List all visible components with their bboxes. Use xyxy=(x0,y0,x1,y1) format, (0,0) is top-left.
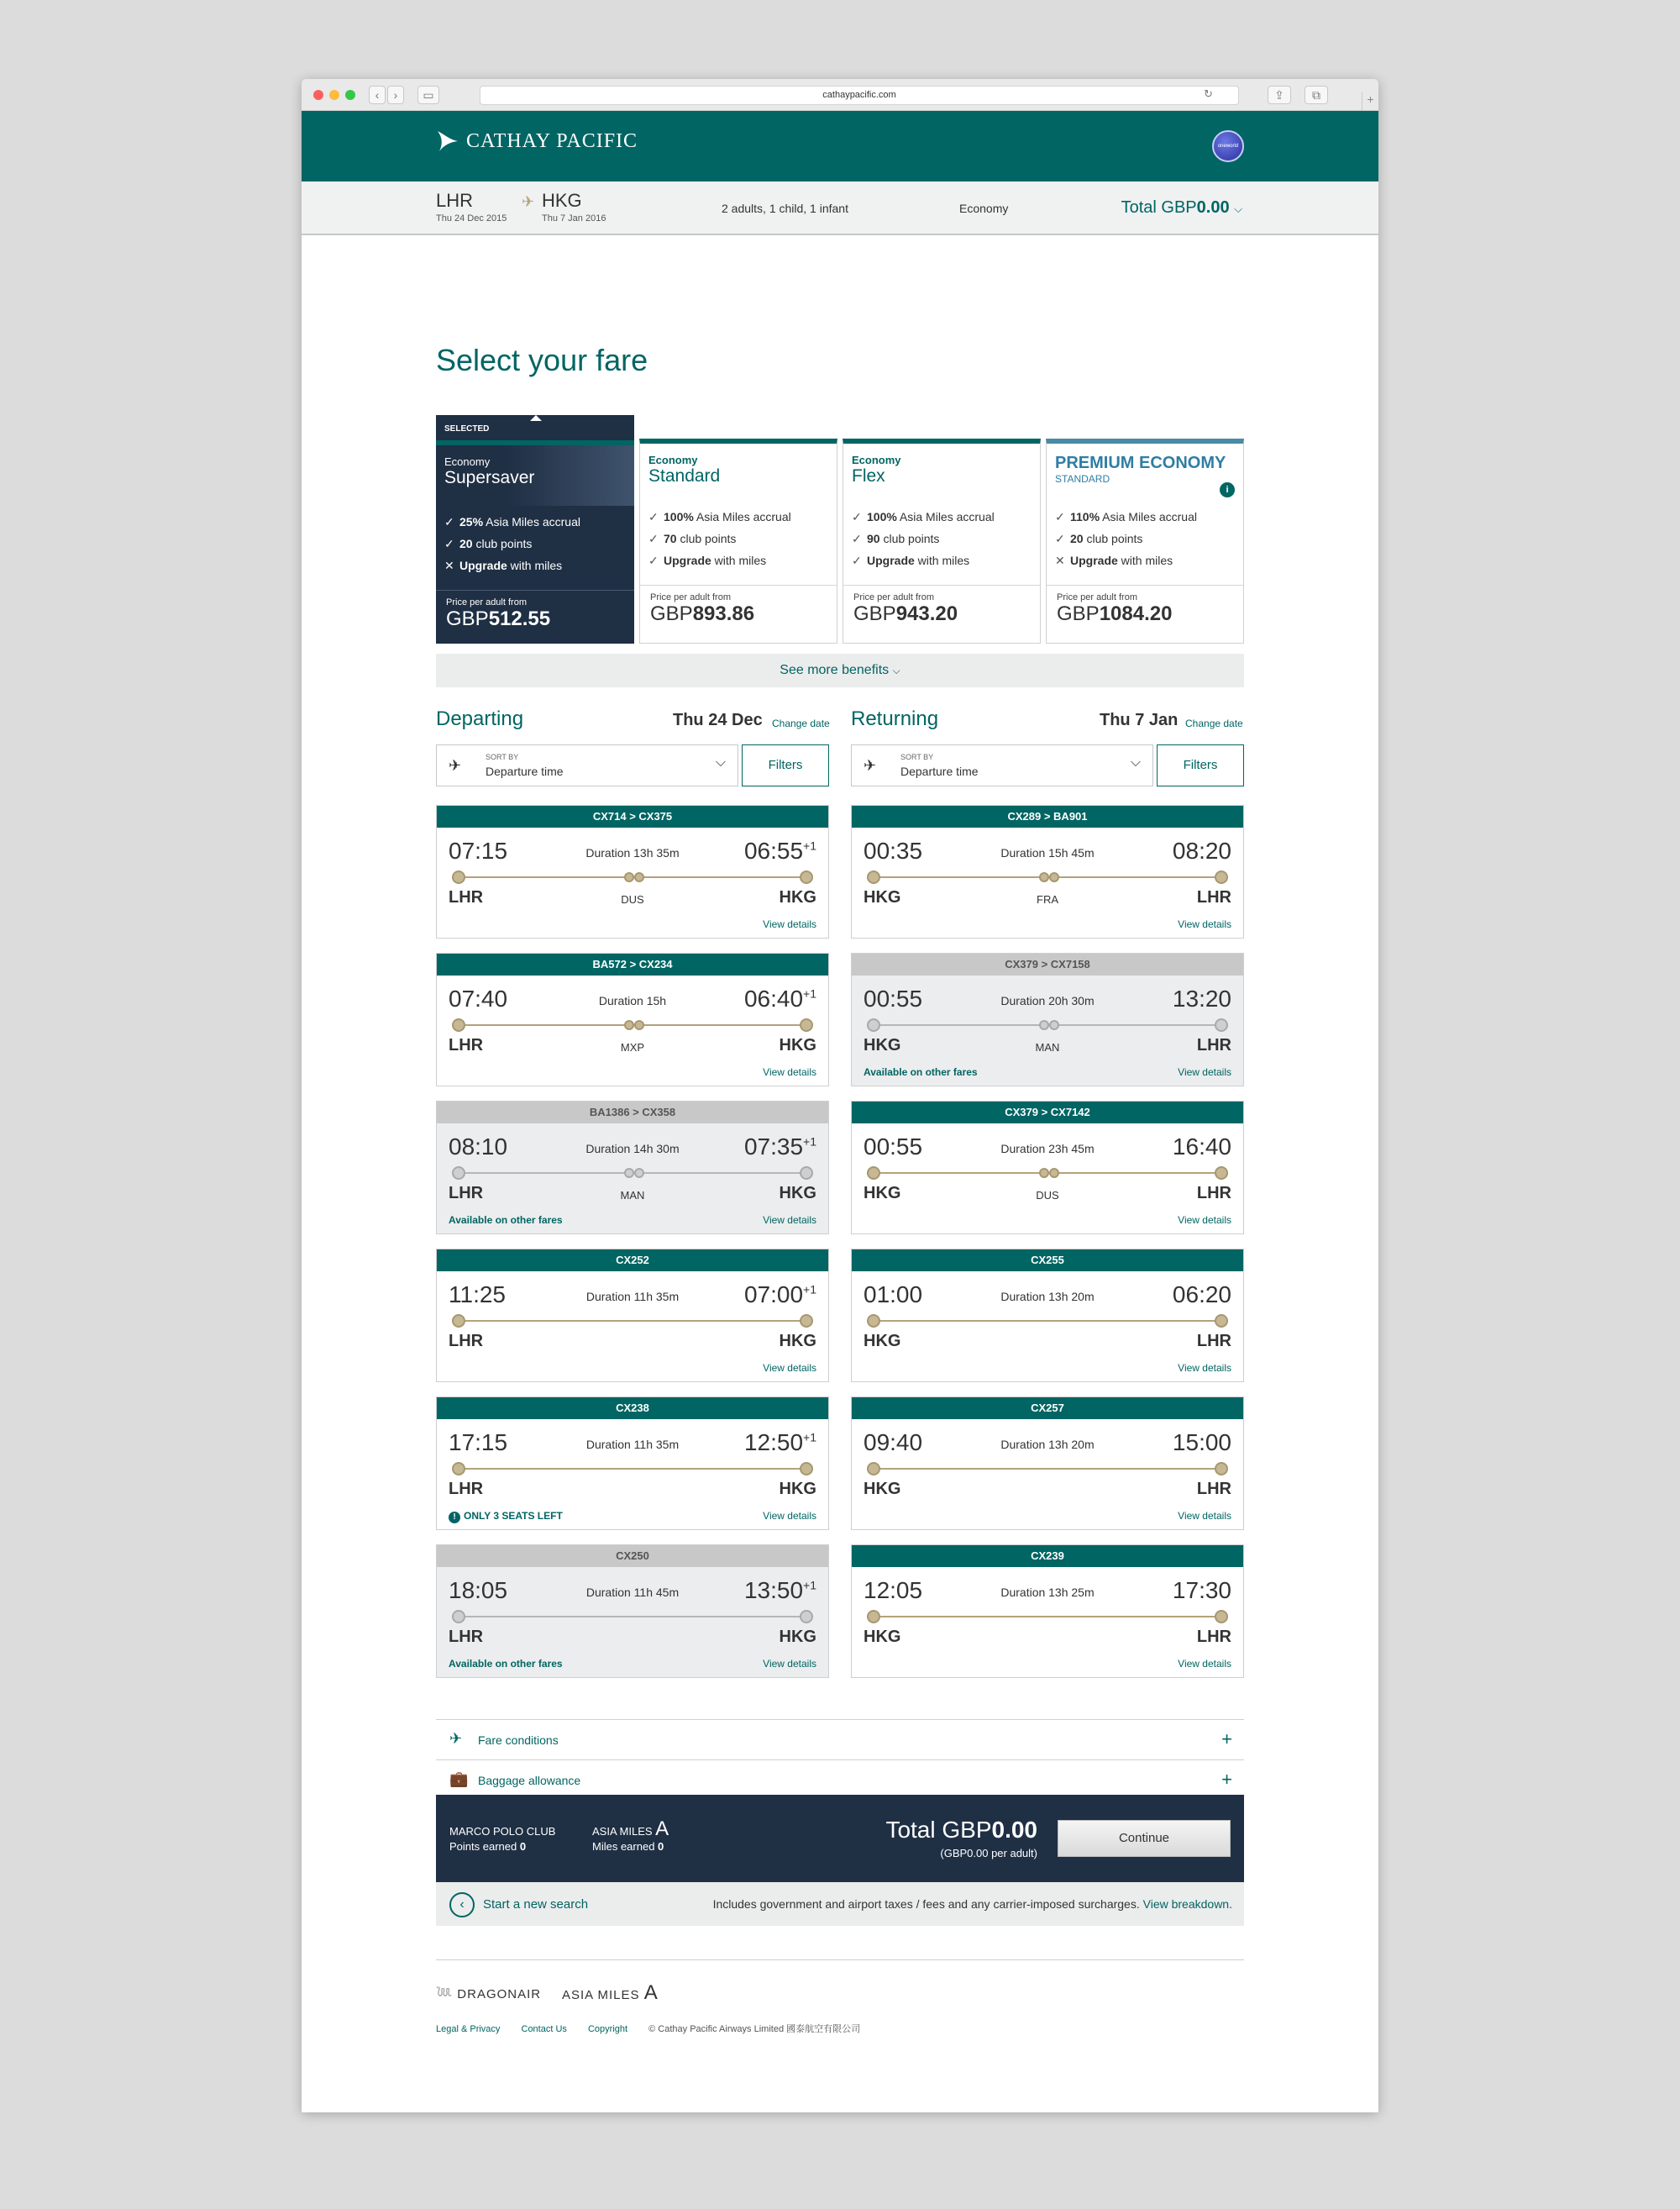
check-icon: ✓ xyxy=(648,532,659,545)
baggage-icon: 💼 xyxy=(449,1770,469,1787)
view-details-link[interactable]: View details xyxy=(1178,1658,1231,1670)
destination-airport: LHR xyxy=(1196,1628,1231,1646)
destination-airport: HKG xyxy=(779,1628,816,1646)
origin-airport: LHR xyxy=(449,1628,484,1646)
origin-node xyxy=(867,1314,880,1328)
view-details-link[interactable]: View details xyxy=(1178,1510,1231,1522)
per-adult-total: (GBP0.00 per adult) xyxy=(940,1847,1037,1859)
view-details-link[interactable]: View details xyxy=(1178,918,1231,930)
flight-number: CX239 xyxy=(852,1545,1243,1567)
benefit-item: ✓ 100% Asia Miles accrual xyxy=(852,506,1032,528)
cross-icon: ✕ xyxy=(1055,554,1065,567)
arrival-time: $06:55^{+1}$ xyxy=(743,838,816,864)
flight-duration: Duration 14h 30m xyxy=(585,1142,680,1155)
stop-node xyxy=(634,872,644,882)
stop-node xyxy=(624,872,634,882)
destination-airport: LHR xyxy=(1196,888,1231,907)
check-icon: ✓ xyxy=(852,554,862,567)
departure-time: 11:25 xyxy=(449,1281,506,1307)
forward-icon[interactable]: › xyxy=(387,86,404,104)
destination-airport: LHR xyxy=(1196,1036,1231,1055)
flight-duration: Duration 11h 45m xyxy=(585,1586,680,1599)
departing-date: Thu 24 Dec xyxy=(673,711,763,729)
stop-node xyxy=(1049,872,1059,882)
asia-miles-logo[interactable]: ASIA MILES A xyxy=(562,1981,659,2004)
flight-duration: Duration 20h 30m xyxy=(1000,994,1095,1007)
chevron-down-icon: ⌵ xyxy=(715,755,726,770)
view-details-link[interactable]: View details xyxy=(763,1214,816,1226)
address-bar[interactable]: cathaypacific.com xyxy=(480,86,1239,105)
continue-button[interactable]: Continue xyxy=(1058,1820,1231,1857)
arrival-time: 06:20 xyxy=(1172,1281,1231,1307)
departing-flight-card[interactable] xyxy=(436,805,829,939)
fare-cabin: Economy xyxy=(648,454,698,466)
origin-date: Thu 24 Dec 2015 xyxy=(436,213,507,224)
check-icon: ✓ xyxy=(1055,532,1065,545)
origin-airport: LHR xyxy=(449,1480,484,1498)
fare-benefits xyxy=(843,501,1040,585)
check-icon: ✓ xyxy=(648,510,659,523)
fare-name: Standard xyxy=(648,466,721,486)
flight-number: CX252 xyxy=(437,1249,828,1271)
departure-time: 00:35 xyxy=(864,838,923,864)
origin-airport: HKG xyxy=(864,1184,901,1202)
plane-icon: ✈ xyxy=(449,757,462,774)
stop-node xyxy=(1049,1168,1059,1178)
arrival-time: $06:40^{+1}$ xyxy=(743,986,816,1012)
arrival-time: $07:35^{+1}$ xyxy=(743,1133,816,1160)
check-icon: ✓ xyxy=(444,537,454,550)
asia-miles-logo-icon: A xyxy=(655,1817,669,1840)
view-details-link[interactable]: View details xyxy=(763,1362,816,1374)
destination-node xyxy=(1215,1018,1228,1032)
check-icon: ✓ xyxy=(444,515,454,529)
view-details-link[interactable]: View details xyxy=(1178,1214,1231,1226)
departure-time: 09:40 xyxy=(864,1429,923,1455)
arrival-time: 15:00 xyxy=(1172,1429,1231,1455)
stop-node xyxy=(624,1168,634,1178)
check-icon: ✓ xyxy=(648,554,659,567)
tabs-icon[interactable]: ⧉ xyxy=(1305,86,1328,104)
check-icon: ✓ xyxy=(1055,510,1065,523)
benefit-item: ✓ 70 club points xyxy=(648,528,828,550)
benefit-item: ✕ Upgrade with miles xyxy=(1055,550,1235,571)
flight-duration: Duration 15h 45m xyxy=(1000,846,1095,860)
arrival-time: 16:40 xyxy=(1172,1133,1231,1160)
origin-node xyxy=(867,1462,880,1475)
destination-node xyxy=(1215,1166,1228,1180)
new-tab-icon[interactable]: + xyxy=(1362,92,1378,111)
origin-airport: LHR xyxy=(449,1036,484,1055)
taxes-note: Includes government and airport taxes / fees and any carrier-imposed surcharges. View breakdown. xyxy=(712,1897,1232,1911)
close-window-button[interactable] xyxy=(313,90,323,100)
destination-airport: HKG xyxy=(779,1480,816,1498)
fare-name: Flex xyxy=(852,466,885,486)
returning-flight-card[interactable] xyxy=(851,1249,1244,1382)
flight-number: CX379 > CX7158 xyxy=(852,954,1243,976)
marco-polo-summary: MARCO POLO CLUB Points earned 0 xyxy=(449,1825,556,1853)
flight-duration: Duration 13h 20m xyxy=(1000,1438,1095,1451)
origin-airport: LHR xyxy=(449,1184,484,1202)
stop-node xyxy=(634,1020,644,1030)
footer-divider xyxy=(436,1959,1244,1960)
departing-change-date-link[interactable]: Change date xyxy=(772,718,830,729)
check-icon: ✓ xyxy=(852,532,862,545)
asia-miles-summary: ASIA MILES A Miles earned 0 xyxy=(592,1817,669,1853)
destination-airport: LHR xyxy=(1196,1332,1231,1350)
flight-duration: Duration 13h 20m xyxy=(1000,1290,1095,1303)
dragonair-logo[interactable]: 𓆙 DRAGONAIR xyxy=(436,1987,542,2001)
chevron-down-icon: ⌵ xyxy=(892,665,900,676)
fare-cabin: Economy xyxy=(852,454,901,466)
departure-time: 18:05 xyxy=(449,1577,508,1603)
route-line xyxy=(874,1616,1221,1617)
origin-airport: LHR xyxy=(449,888,484,907)
view-details-link[interactable]: View details xyxy=(763,1658,816,1670)
origin-node xyxy=(867,1610,880,1623)
origin-airport: HKG xyxy=(864,1332,901,1350)
view-details-link[interactable]: View details xyxy=(1178,1066,1231,1078)
new-search-bar xyxy=(436,1882,1244,1926)
alert-icon: ! xyxy=(449,1512,460,1523)
benefit-item: ✓ 20 club points xyxy=(1055,528,1235,550)
returning-sort-select[interactable]: ✈ SORT BY Departure time ⌵ xyxy=(851,744,1153,786)
start-new-search-link[interactable]: Start a new search xyxy=(483,1897,589,1912)
destination-date: Thu 7 Jan 2016 xyxy=(542,213,606,224)
availability-note: Available on other fares xyxy=(449,1214,563,1226)
destination-airport: HKG xyxy=(779,1184,816,1202)
origin-airport: HKG xyxy=(864,1036,901,1055)
returning-change-date-link[interactable]: Change date xyxy=(1185,718,1243,729)
origin-node xyxy=(867,870,880,884)
route-line xyxy=(459,1320,806,1322)
origin-node xyxy=(452,1462,465,1475)
arrival-time: $12:50^{+1}$ xyxy=(743,1429,816,1455)
origin-code: LHR xyxy=(436,190,474,211)
asia-miles-a-icon: A xyxy=(643,1981,659,2004)
seats-left-warning: ! ONLY 3 SEATS LEFT xyxy=(449,1510,563,1523)
brushwing-icon xyxy=(436,129,459,153)
stop-node xyxy=(634,1168,644,1178)
benefit-item: ✓ Upgrade with miles xyxy=(648,550,828,571)
page-title: Select your fare xyxy=(436,343,648,377)
passenger-count: 2 adults, 1 child, 1 infant xyxy=(722,202,848,215)
oneworld-globe-icon[interactable]: oneworld xyxy=(1212,130,1244,162)
availability-note: Available on other fares xyxy=(864,1066,978,1078)
origin-node xyxy=(867,1018,880,1032)
check-icon: ✓ xyxy=(852,510,862,523)
fare-benefits xyxy=(1047,501,1243,585)
plus-icon[interactable]: + xyxy=(1221,1769,1232,1790)
benefit-item: ✓ 25% Asia Miles accrual xyxy=(444,511,626,533)
availability-note: Available on other fares xyxy=(449,1658,563,1670)
selected-tag: SELECTED xyxy=(436,415,634,445)
destination-code: HKG xyxy=(542,190,582,211)
benefit-item: ✓ Upgrade with miles xyxy=(852,550,1032,571)
fare-card-supersaver[interactable] xyxy=(436,415,634,644)
fare-benefits xyxy=(436,506,634,590)
stopover-code: FRA xyxy=(1037,893,1058,906)
flight-number: CX257 xyxy=(852,1397,1243,1419)
fare-price: Price per adult from GBP512.55 xyxy=(436,590,634,649)
summary-total[interactable]: Total GBP0.00 ⌵ xyxy=(1121,198,1242,217)
route-line xyxy=(459,1468,806,1470)
origin-node xyxy=(452,1610,465,1623)
booking-summary-bar xyxy=(436,1795,1244,1882)
fare-price: Price per adult from GBP1084.20 xyxy=(1047,585,1243,644)
destination-airport: HKG xyxy=(779,1332,816,1350)
plane-icon: ✈ xyxy=(449,1730,463,1747)
flight-number: CX714 > CX375 xyxy=(437,806,828,828)
origin-node xyxy=(452,1314,465,1328)
destination-airport: HKG xyxy=(779,888,816,907)
plane-icon: ✈ xyxy=(864,757,877,774)
benefit-item: ✕ Upgrade with miles xyxy=(444,555,626,576)
departure-time: 12:05 xyxy=(864,1577,923,1603)
departure-time: 08:10 xyxy=(449,1133,508,1160)
plane-icon: ✈ xyxy=(522,193,535,210)
flight-number: CX250 xyxy=(437,1545,828,1567)
fare-card-standard[interactable] xyxy=(639,439,837,644)
returning-flight-card[interactable] xyxy=(851,1101,1244,1234)
legal-privacy-link[interactable]: Legal & Privacy xyxy=(436,2024,501,2034)
origin-node xyxy=(452,1166,465,1180)
flight-number: CX238 xyxy=(437,1397,828,1419)
flight-duration: Duration 15h xyxy=(598,994,667,1007)
accordion-fare-conditions[interactable]: ✈ Fare conditions + xyxy=(436,1719,1244,1759)
benefit-item: ✓ 100% Asia Miles accrual xyxy=(648,506,828,528)
back-arrow-icon[interactable]: ‹ xyxy=(449,1892,475,1917)
flight-number: BA572 > CX234 xyxy=(437,954,828,976)
departure-time: 07:15 xyxy=(449,838,508,864)
flight-number: CX379 > CX7142 xyxy=(852,1102,1243,1123)
origin-node xyxy=(867,1166,880,1180)
stopover-code: MAN xyxy=(620,1189,645,1202)
origin-node xyxy=(452,870,465,884)
departing-sort-select[interactable]: ✈ SORT BY Departure time ⌵ xyxy=(436,744,738,786)
origin-node xyxy=(452,1018,465,1032)
stopover-code: MXP xyxy=(620,1041,645,1054)
view-breakdown-link[interactable]: View breakdown. xyxy=(1142,1897,1232,1911)
view-details-link[interactable]: View details xyxy=(763,918,816,930)
departure-time: 07:40 xyxy=(449,986,508,1012)
minimize-window-button[interactable] xyxy=(329,90,339,100)
destination-node xyxy=(800,1314,813,1328)
returning-flight-card[interactable] xyxy=(851,805,1244,939)
stopover-code: MAN xyxy=(1035,1041,1060,1054)
stop-node xyxy=(1039,1168,1049,1178)
stop-node xyxy=(1039,1020,1049,1030)
destination-airport: HKG xyxy=(779,1036,816,1055)
fare-price: Price per adult from GBP893.86 xyxy=(640,585,837,644)
view-details-link[interactable]: View details xyxy=(763,1510,816,1522)
departure-time: 00:55 xyxy=(864,1133,923,1160)
arrival-time: $13:50^{+1}$ xyxy=(743,1577,816,1603)
flight-duration: Duration 23h 45m xyxy=(1000,1142,1095,1155)
arrival-time: 08:20 xyxy=(1172,838,1231,864)
destination-node xyxy=(1215,1314,1228,1328)
origin-airport: HKG xyxy=(864,888,901,907)
fare-cabin: Economy xyxy=(444,455,491,468)
plus-icon[interactable]: + xyxy=(1221,1728,1232,1749)
destination-node xyxy=(800,1018,813,1032)
fare-name: PREMIUM ECONOMY xyxy=(1055,454,1226,472)
contact-us-link[interactable]: Contact Us xyxy=(521,2024,567,2034)
departing-flight-card[interactable] xyxy=(436,1544,829,1678)
destination-node xyxy=(800,1462,813,1475)
browser-toolbar xyxy=(302,79,1378,111)
returning-filters-button[interactable]: Filters xyxy=(1157,744,1244,786)
footer-links xyxy=(436,2022,879,2035)
copyright-text: © Cathay Pacific Airways Limited 國泰航空有限公司 xyxy=(648,2024,861,2034)
zoom-window-button[interactable] xyxy=(345,90,355,100)
fare-name: Supersaver xyxy=(444,468,535,487)
destination-node xyxy=(1215,1610,1228,1623)
arrival-time: 17:30 xyxy=(1172,1577,1231,1603)
route-line xyxy=(874,1468,1221,1470)
view-details-link[interactable]: View details xyxy=(1178,1362,1231,1374)
departing-heading: Departing xyxy=(436,707,524,730)
flight-number: CX289 > BA901 xyxy=(852,806,1243,828)
destination-node xyxy=(1215,1462,1228,1475)
stopover-code: DUS xyxy=(1036,1189,1059,1202)
origin-airport: LHR xyxy=(449,1332,484,1350)
returning-flight-card[interactable] xyxy=(851,1396,1244,1530)
trip-summary-bar xyxy=(302,181,1378,235)
back-icon[interactable]: ‹ xyxy=(369,86,386,104)
fare-card-flex[interactable] xyxy=(843,439,1041,644)
cross-icon: ✕ xyxy=(444,559,454,572)
flight-number: BA1386 > CX358 xyxy=(437,1102,828,1123)
copyright-link[interactable]: Copyright xyxy=(587,2024,628,2034)
returning-heading: Returning xyxy=(851,707,939,730)
destination-node xyxy=(1215,870,1228,884)
benefit-item: ✓ 110% Asia Miles accrual xyxy=(1055,506,1235,528)
origin-airport: HKG xyxy=(864,1628,901,1646)
arrival-time: $07:00^{+1}$ xyxy=(743,1281,816,1307)
stopover-code: DUS xyxy=(621,893,644,906)
flight-duration: Duration 11h 35m xyxy=(585,1438,680,1451)
arrival-time: 13:20 xyxy=(1172,986,1231,1012)
site-header xyxy=(302,111,1378,181)
cathay-logo[interactable]: CATHAY PACIFIC xyxy=(436,129,638,153)
info-icon[interactable]: i xyxy=(1220,482,1235,497)
route-line xyxy=(874,1320,1221,1322)
returning-date: Thu 7 Jan xyxy=(1100,711,1179,729)
fare-subtitle: STANDARD xyxy=(1055,473,1110,485)
departure-time: 00:55 xyxy=(864,986,923,1012)
destination-node xyxy=(800,1166,813,1180)
departing-flight-card[interactable] xyxy=(436,953,829,1086)
browser-window xyxy=(302,79,1378,2112)
destination-airport: LHR xyxy=(1196,1184,1231,1202)
benefit-item: ✓ 20 club points xyxy=(444,533,626,555)
flight-duration: Duration 13h 35m xyxy=(585,846,680,860)
departing-flight-card[interactable] xyxy=(436,1101,829,1234)
route-line xyxy=(459,1616,806,1617)
cabin-class: Economy xyxy=(959,202,1009,215)
grand-total: Total GBP0.00 xyxy=(885,1817,1037,1843)
dragon-icon: 𓆙 xyxy=(436,1987,458,2001)
chevron-down-icon: ⌵ xyxy=(1234,202,1242,215)
departing-filters-button[interactable]: Filters xyxy=(742,744,829,786)
flight-duration: Duration 13h 25m xyxy=(1000,1586,1095,1599)
returning-flight-card[interactable] xyxy=(851,953,1244,1086)
chevron-down-icon: ⌵ xyxy=(1130,755,1141,770)
origin-airport: HKG xyxy=(864,1480,901,1498)
departure-time: 01:00 xyxy=(864,1281,923,1307)
reload-icon[interactable]: ↻ xyxy=(1204,87,1213,100)
fare-price: Price per adult from GBP943.20 xyxy=(843,585,1040,644)
fare-card-premium-economy[interactable] xyxy=(1046,439,1244,644)
view-details-link[interactable]: View details xyxy=(763,1066,816,1078)
accordion-baggage-allowance[interactable]: 💼 Baggage allowance + xyxy=(436,1759,1244,1800)
stop-node xyxy=(624,1020,634,1030)
departing-flight-card[interactable] xyxy=(436,1396,829,1530)
departure-time: 17:15 xyxy=(449,1429,508,1455)
stop-node xyxy=(1039,872,1049,882)
stop-node xyxy=(1049,1020,1059,1030)
destination-airport: LHR xyxy=(1196,1480,1231,1498)
flight-number: CX255 xyxy=(852,1249,1243,1271)
destination-node xyxy=(800,1610,813,1623)
benefit-item: ✓ 90 club points xyxy=(852,528,1032,550)
destination-node xyxy=(800,870,813,884)
share-icon[interactable]: ⇪ xyxy=(1268,86,1291,104)
returning-flight-card[interactable] xyxy=(851,1544,1244,1678)
sidebar-icon[interactable]: ▭ xyxy=(417,86,439,104)
flight-duration: Duration 11h 35m xyxy=(585,1290,680,1303)
see-more-benefits-button[interactable]: See more benefits ⌵ xyxy=(436,654,1244,687)
fare-benefits xyxy=(640,501,837,585)
departing-flight-card[interactable] xyxy=(436,1249,829,1382)
